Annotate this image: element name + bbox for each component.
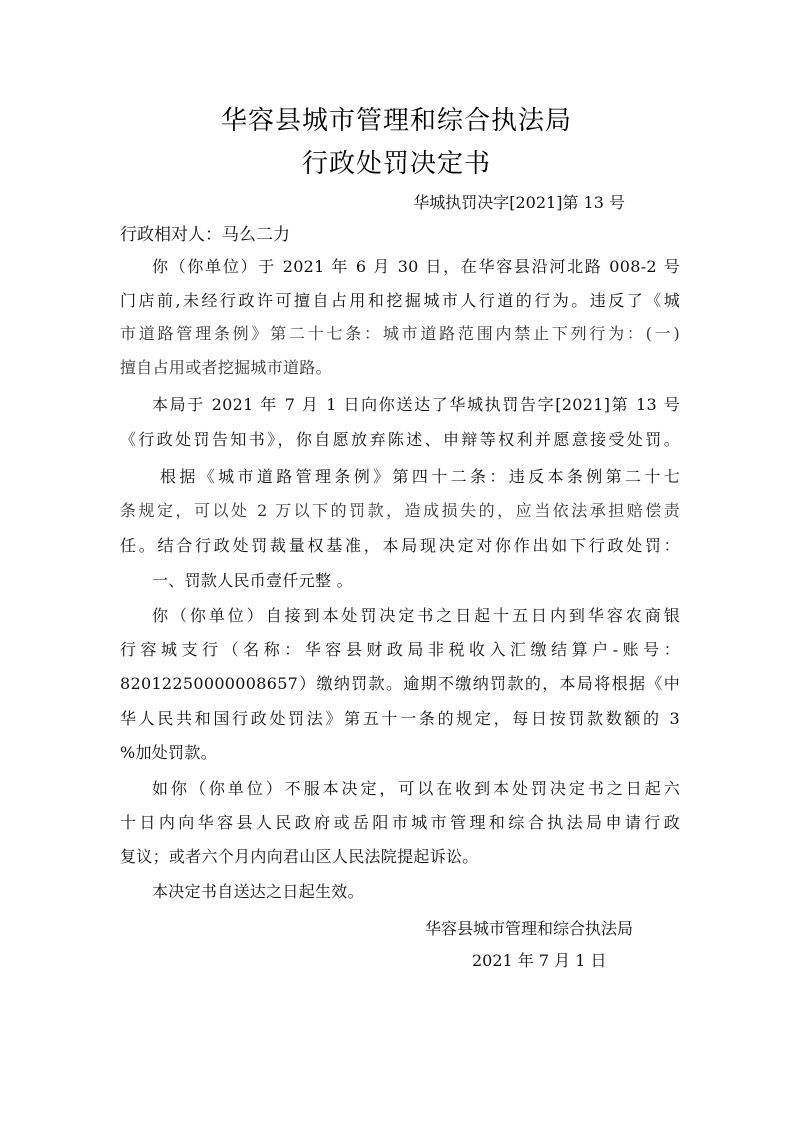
paragraph3-line: 任。结合行政处罚裁量权基准，本局现决定对你作出如下行政处罚： (120, 536, 680, 555)
paragraph4-line: 你（你单位）自接到本处罚决定书之日起十五日内到华容农商银 (152, 606, 680, 625)
signature-organization: 华容县城市管理和综合执法局 (425, 919, 634, 938)
effective-statement: 本决定书自送达之日起生效。 (152, 882, 364, 901)
paragraph1-line: 门店前,未经行政许可擅自占用和挖掘城市人行道的行为。违反了《城 (120, 291, 680, 310)
recipient-line: 行政相对人：马么二力 (120, 225, 290, 245)
paragraph3-line: 条规定，可以处 2 万以下的罚款，造成损失的，应当依法承担赔偿责 (120, 501, 680, 520)
paragraph1-line: 擅自占用或者挖掘城市道路。 (120, 358, 332, 377)
paragraph3-line: 根据《城市道路管理条例》第四十二条：违反本条例第二十七 (160, 467, 680, 486)
paragraph2-line: 《行政处罚告知书》，你自愿放弃陈述、申辩等权利并愿意接受处罚。 (120, 430, 680, 449)
paragraph4-line: 华人民共和国行政处罚法》第五十一条的规定，每日按罚款数额的 3 (120, 709, 680, 728)
paragraph4-line: %加处罚款。 (120, 743, 218, 762)
paragraph4-line: 82012250000008657）缴纳罚款。逾期不缴纳罚款的，本局将根据《中 (120, 674, 680, 693)
paragraph5-line: 十日内向华容县人民政府或岳阳市城市管理和综合执法局申请行政 (120, 813, 680, 832)
page-title: 华容县城市管理和综合执法局 (220, 106, 572, 136)
document-type-title: 行政处罚决定书 (301, 149, 491, 179)
penalty-item: 一、罚款人民币壹仟元整 。 (152, 571, 353, 590)
paragraph1-line: 你（你单位）于 2021 年 6 月 30 日，在华容县沿河北路 008-2 号 (152, 257, 680, 276)
paragraph2-line: 本局于 2021 年 7 月 1 日向你送达了华城执罚告字[2021]第 13 号 (152, 395, 680, 414)
paragraph5-line: 如你（你单位）不服本决定，可以在收到本处罚决定书之日起六 (152, 779, 680, 798)
paragraph1-line: 市道路管理条例》第二十七条：城市道路范围内禁止下列行为：(一) (120, 324, 680, 343)
paragraph4-line: 行容城支行（名称：华容县财政局非税收入汇缴结算户-账号： (120, 640, 680, 659)
signature-date: 2021 年 7 月 1 日 (472, 951, 607, 970)
paragraph5-line: 复议；或者六个月内向君山区人民法院提起诉讼。 (120, 847, 479, 866)
document-number: 华城执罚决字[2021]第 13 号 (413, 193, 625, 212)
